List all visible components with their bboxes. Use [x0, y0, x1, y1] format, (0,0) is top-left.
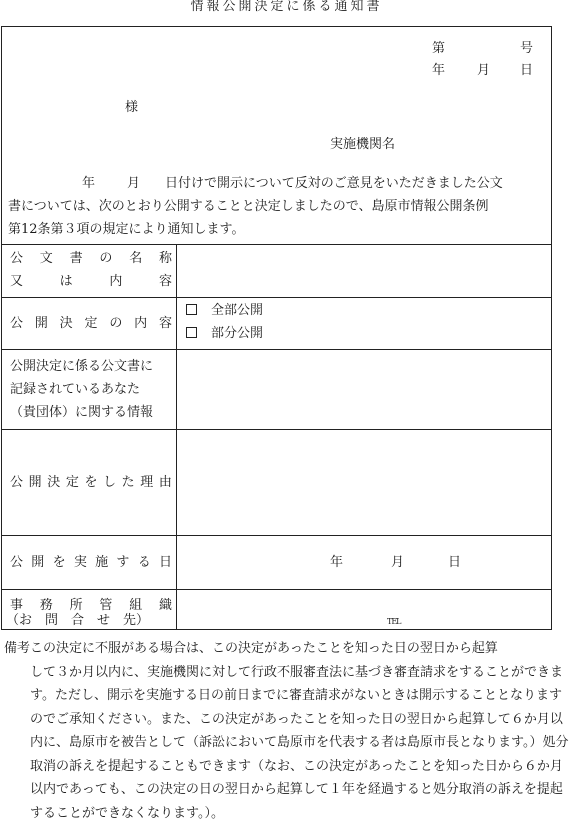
- agency-name-label: 実施機関名: [330, 137, 396, 152]
- number-label: 第: [432, 41, 446, 56]
- row-divider: [2, 349, 551, 350]
- disclosure-decision-label: 公 開 決 定 の 内 容: [10, 316, 172, 331]
- intro-line-3: 第12条第３項の規定により通知します。: [8, 222, 245, 237]
- related-information-label-line-1: 公開決定に係る公文書に: [10, 359, 154, 374]
- row-divider: [2, 297, 551, 298]
- addressee-suffix: 様: [125, 100, 139, 115]
- contact-office-label-line-1: 事 務 所 管 組 織: [10, 598, 172, 613]
- date-month: 月: [477, 63, 491, 78]
- document-name-label-line-1: 公 文 書 の 名 称: [10, 251, 172, 266]
- contact-office-label-line-2: （お 問 合 せ 先）: [6, 613, 150, 628]
- partial-disclosure-option[interactable]: [186, 326, 263, 342]
- date-year: 年: [432, 63, 446, 78]
- intro-year: 年: [82, 176, 96, 191]
- full-disclosure-label: 全部公開: [211, 303, 264, 318]
- intro-month: 月: [127, 176, 141, 191]
- decision-reason-label: 公 開 決 定 を し た 理 由: [10, 475, 172, 490]
- checkbox-icon[interactable]: [186, 327, 197, 338]
- row-divider: [2, 535, 551, 536]
- document-title: 情報公開決定に係る通知書: [190, 0, 383, 14]
- full-disclosure-option[interactable]: [186, 303, 263, 319]
- row-divider: [2, 589, 551, 590]
- disclosure-date-month: 月: [391, 555, 405, 570]
- related-information-label-line-3: （貴団体）に関する情報: [10, 405, 154, 420]
- date-day: 日: [520, 63, 534, 78]
- intro-line-1-text: 日付けで開示について反対のご意見をいただきました公文: [165, 176, 503, 191]
- document-name-label-line-2: 又 は 内 容: [10, 274, 172, 289]
- remarks-heading: 備考: [4, 641, 31, 656]
- remarks-body: して３か月以内に、実施機関に対して行政不服審査法に基づき審査請求をすることができます。ただし、開示を実施する日の前日までに審査請求がないときは開示することとなりますのでご承知ください。また、この決定があったことを知った日の翌日から起算して６か月以内に、島原市を被告として（訴訟において島原市を代表する者は島原市長となります。）処分取消の訴えを提起することもできます（なお、この決定があったことを知った日から６か月以内であっても、この決定の日の翌日から起算して１年を経過すると処分取消の訴えを提起することができなくなります。）。: [30, 664, 569, 821]
- telephone-label: TEL: [387, 617, 401, 626]
- disclosure-date-year: 年: [330, 555, 344, 570]
- number-suffix: 号: [520, 41, 534, 56]
- checkbox-icon[interactable]: [186, 304, 197, 315]
- column-divider: [176, 244, 177, 629]
- disclosure-date-day: 日: [448, 555, 462, 570]
- table-top-rule: [2, 244, 551, 245]
- partial-disclosure-label: 部分公開: [211, 326, 264, 341]
- row-divider: [2, 429, 551, 430]
- remarks-first-line: この決定に不服がある場合は、この決定があったことを知った日の翌日から起算: [30, 641, 498, 656]
- intro-line-1: [8, 172, 548, 195]
- notice-form: [1, 26, 552, 630]
- related-information-label-line-2: 記録されているあなた: [10, 382, 141, 397]
- intro-line-2: 書については、次のとおり公開することと決定しましたので、島原市情報公開条例: [8, 199, 489, 214]
- intro-paragraph: [8, 172, 548, 241]
- disclosure-date-label: 公 開 を 実 施 す る 日: [10, 555, 172, 570]
